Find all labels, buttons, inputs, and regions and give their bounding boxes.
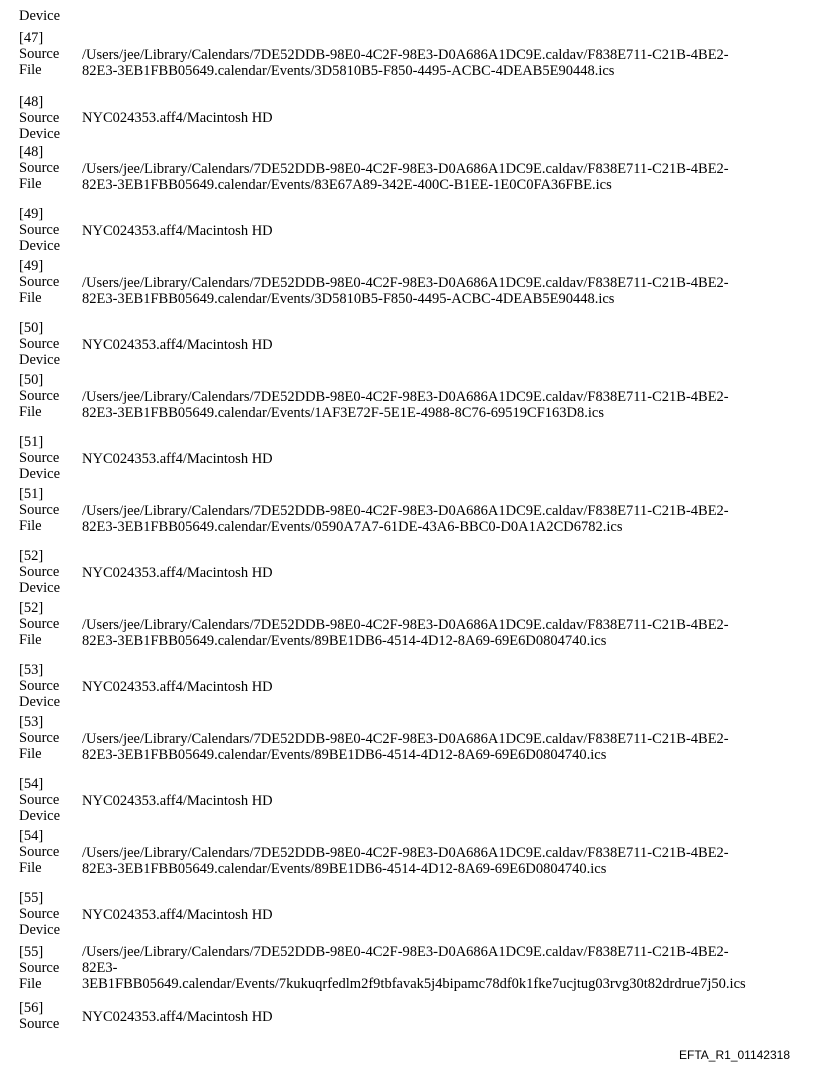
entry-label: [52] Source Device <box>19 548 61 596</box>
entry-label: [50] Source Device <box>19 320 61 368</box>
entry-label: [54] Source File <box>19 828 60 876</box>
bates-number: EFTA_R1_01142318 <box>679 1048 790 1062</box>
entry-label: [51] Source File <box>19 486 60 534</box>
entry-value: /Users/jee/Library/Calendars/7DE52DDB-98E0-4C2F-98E3-D0A686A1DC9E.caldav/F838E711-C21B-4BE2- 82E3-3EB1FBB05649.calendar/Events/0590A7A7-61DE-43A6-BBC0-D0A1A2CD6782.ics <box>82 503 729 535</box>
entry-label: [49] Source Device <box>19 206 61 254</box>
entry-value: NYC024353.aff4/Macintosh HD <box>82 907 273 923</box>
entry-label: [48] Source Device <box>19 94 61 142</box>
entry-value: NYC024353.aff4/Macintosh HD <box>82 110 273 126</box>
entry-label: [55] Source File <box>19 944 60 992</box>
entry-label: [53] Source File <box>19 714 60 762</box>
entry-value: NYC024353.aff4/Macintosh HD <box>82 223 273 239</box>
entry-value: /Users/jee/Library/Calendars/7DE52DDB-98E0-4C2F-98E3-D0A686A1DC9E.caldav/F838E711-C21B-4BE2- 82E3-3EB1FBB05649.calendar/Events/89BE1DB6-4514-4D12-8A69-69E6D0804740.ics <box>82 617 729 649</box>
entry-label: [51] Source Device <box>19 434 61 482</box>
entry-label: [48] Source File <box>19 144 60 192</box>
entry-value: /Users/jee/Library/Calendars/7DE52DDB-98E0-4C2F-98E3-D0A686A1DC9E.caldav/F838E711-C21B-4BE2- 82E3-3EB1FBB05649.calendar/Events/89BE1DB6-4514-4D12-8A69-69E6D0804740.ics <box>82 845 729 877</box>
entry-label: [56] Source <box>19 1000 60 1032</box>
entry-label: [55] Source Device <box>19 890 61 938</box>
entry-value: /Users/jee/Library/Calendars/7DE52DDB-98E0-4C2F-98E3-D0A686A1DC9E.caldav/F838E711-C21B-4BE2- 82E3-3EB1FBB05649.calendar/Events/3D5810B5-F850-4495-ACBC-4DEAB5E90448.ics <box>82 47 729 79</box>
entry-value: NYC024353.aff4/Macintosh HD <box>82 337 273 353</box>
entry-label: [52] Source File <box>19 600 60 648</box>
entry-value: /Users/jee/Library/Calendars/7DE52DDB-98E0-4C2F-98E3-D0A686A1DC9E.caldav/F838E711-C21B-4BE2- 82E3-3EB1FBB05649.calendar/Events/83E67A89-342E-400C-B1EE-1E0C0FA36FBE.ics <box>82 161 729 193</box>
entry-value: NYC024353.aff4/Macintosh HD <box>82 451 273 467</box>
top-fragment-label: Device <box>19 8 61 24</box>
entry-value: /Users/jee/Library/Calendars/7DE52DDB-98E0-4C2F-98E3-D0A686A1DC9E.caldav/F838E711-C21B-4BE2- 82E3-3EB1FBB05649.calendar/Events/1AF3E72F-5E1E-4988-8C76-69519CF163D8.ics <box>82 389 729 421</box>
entry-value: /Users/jee/Library/Calendars/7DE52DDB-98E0-4C2F-98E3-D0A686A1DC9E.caldav/F838E711-C21B-4BE2- 82E3- 3EB1FBB05649.calendar/Events/7kukuqrfedlm2f9tbfavak5j4bipamc78df0k1fke7ucjtug03rvg30t82drdrue7j50.ics <box>82 944 746 992</box>
entry-label: [50] Source File <box>19 372 60 420</box>
entry-value: NYC024353.aff4/Macintosh HD <box>82 1009 273 1025</box>
entry-label: [47] Source File <box>19 30 60 78</box>
entry-label: [54] Source Device <box>19 776 61 824</box>
entry-value: /Users/jee/Library/Calendars/7DE52DDB-98E0-4C2F-98E3-D0A686A1DC9E.caldav/F838E711-C21B-4BE2- 82E3-3EB1FBB05649.calendar/Events/89BE1DB6-4514-4D12-8A69-69E6D0804740.ics <box>82 731 729 763</box>
entry-label: [53] Source Device <box>19 662 61 710</box>
entry-value: NYC024353.aff4/Macintosh HD <box>82 565 273 581</box>
entry-value: /Users/jee/Library/Calendars/7DE52DDB-98E0-4C2F-98E3-D0A686A1DC9E.caldav/F838E711-C21B-4BE2- 82E3-3EB1FBB05649.calendar/Events/3D5810B5-F850-4495-ACBC-4DEAB5E90448.ics <box>82 275 729 307</box>
entry-value: NYC024353.aff4/Macintosh HD <box>82 793 273 809</box>
entry-label: [49] Source File <box>19 258 60 306</box>
entry-value: NYC024353.aff4/Macintosh HD <box>82 679 273 695</box>
